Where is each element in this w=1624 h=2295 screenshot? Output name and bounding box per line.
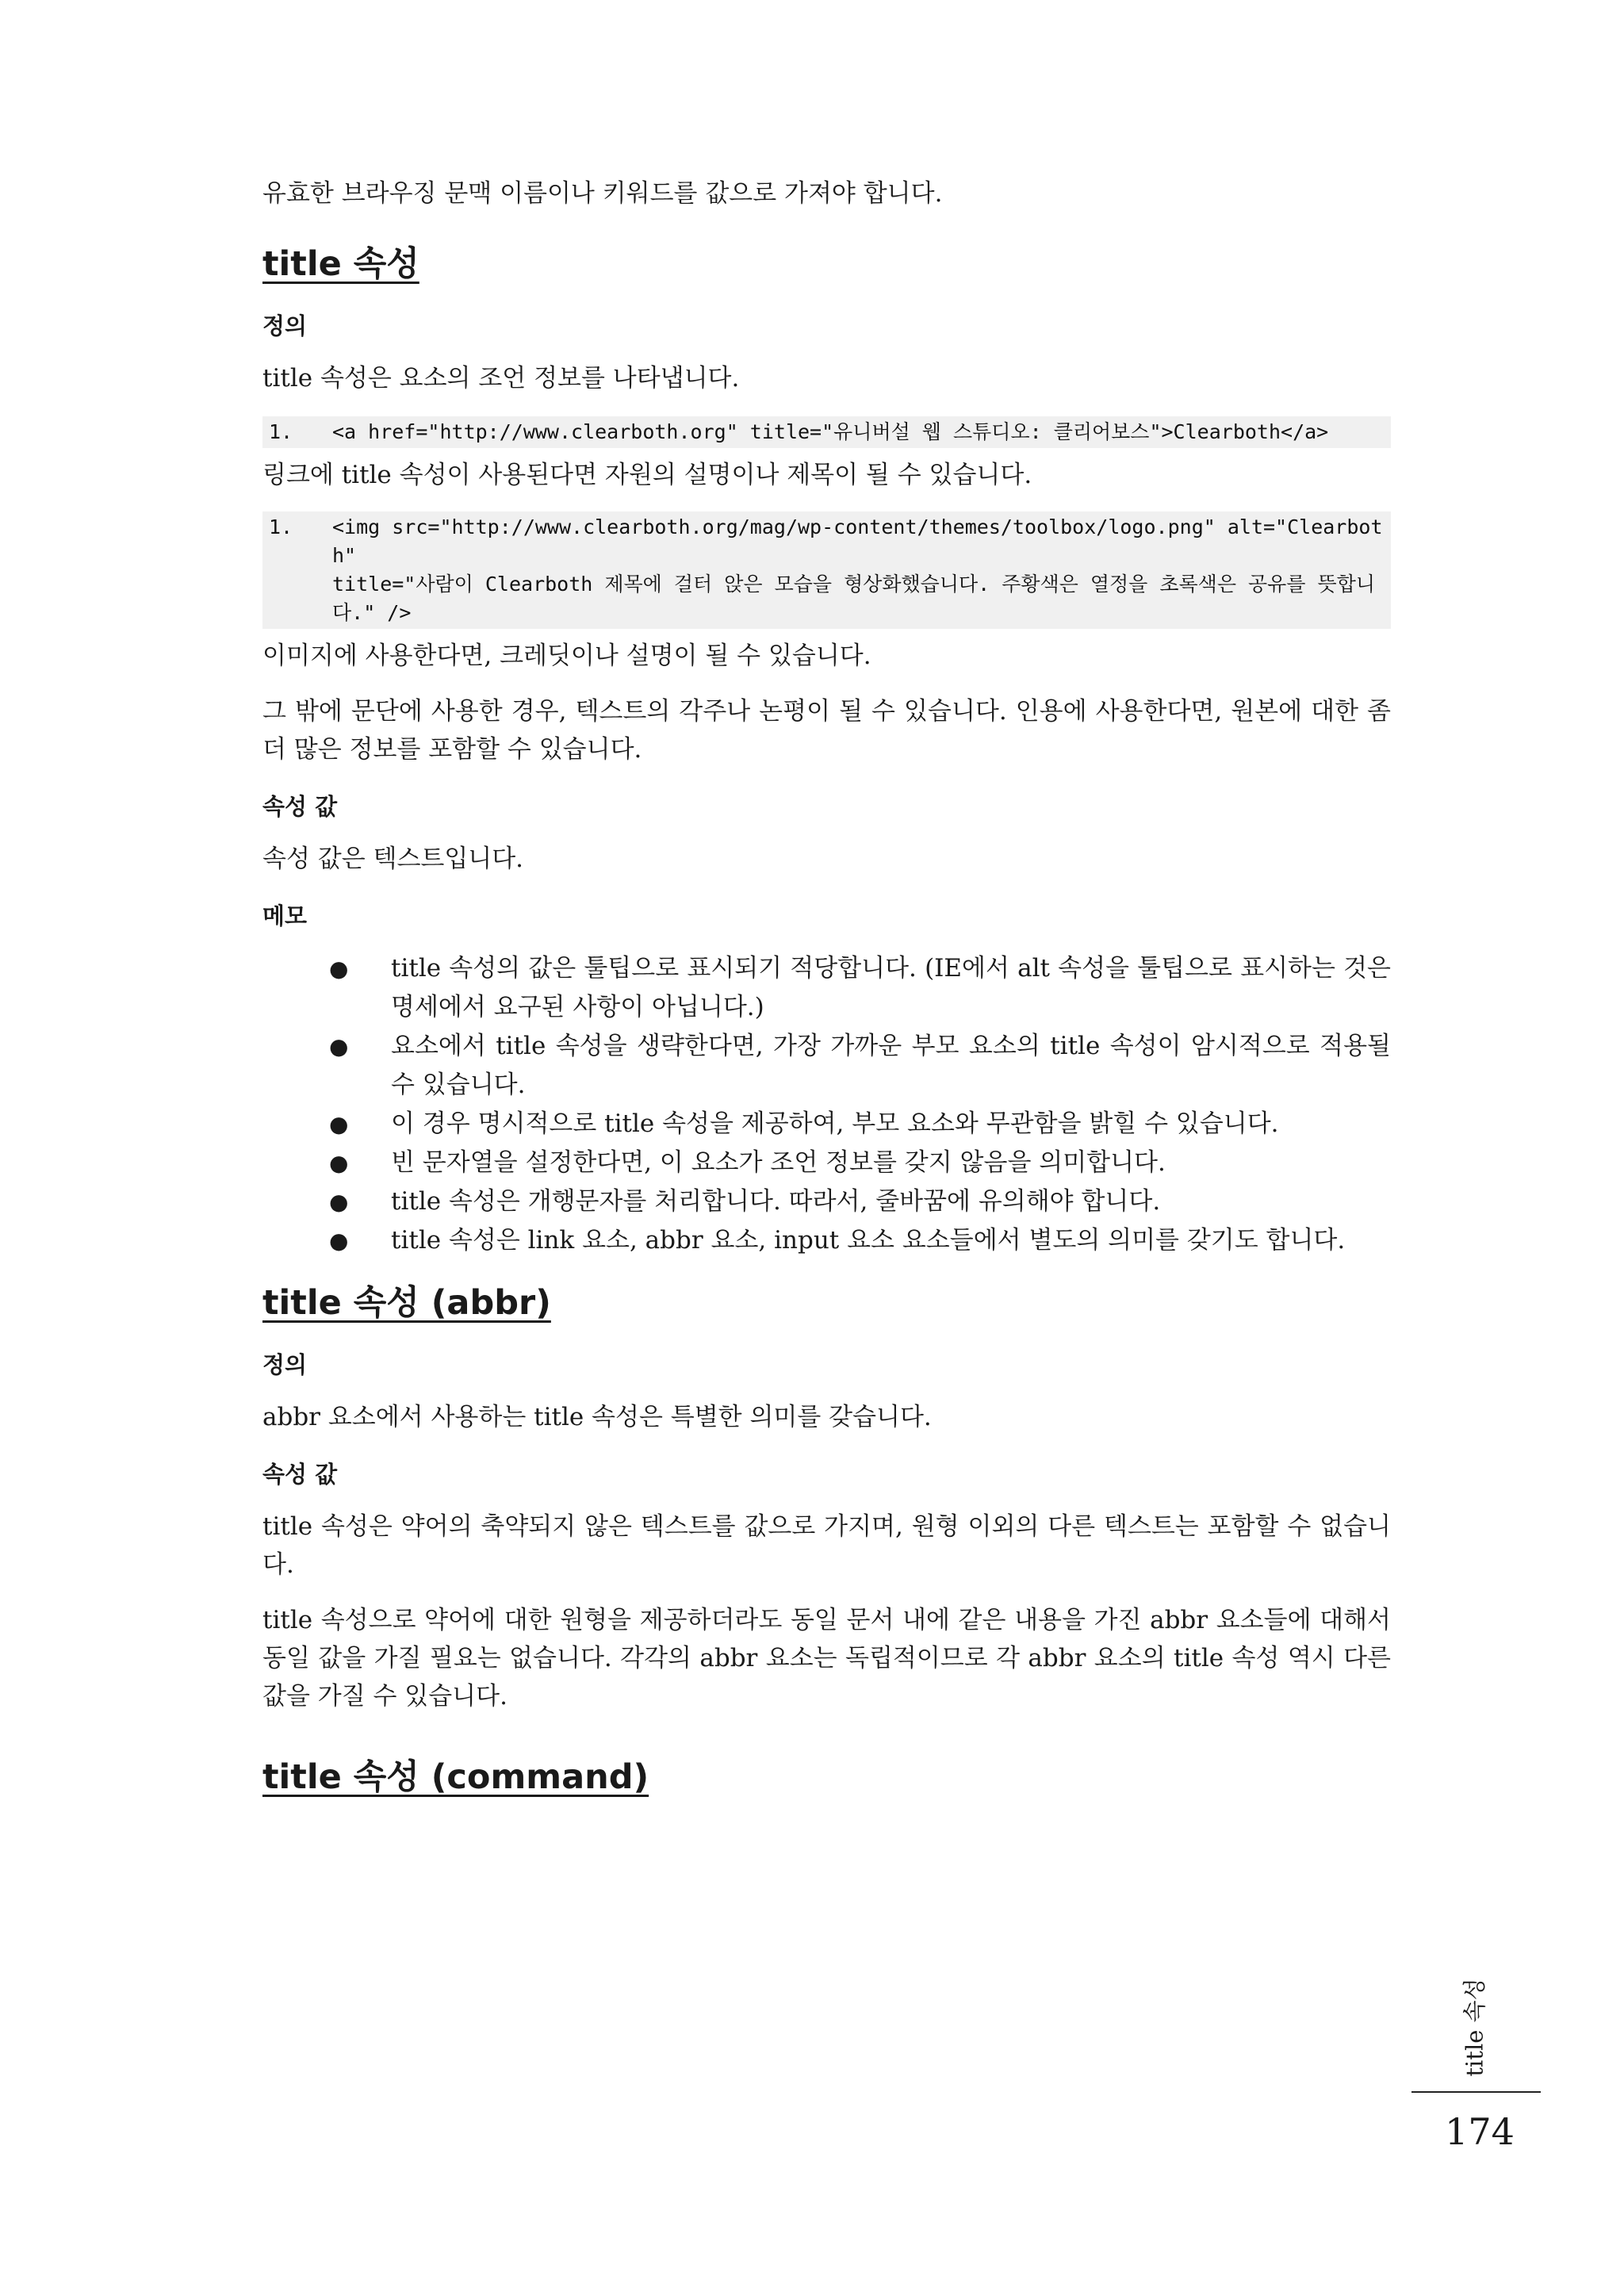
value-label: 속성 값: [262, 793, 338, 820]
list-item-text: 이 경우 명시적으로 title 속성을 제공하여, 부모 요소와 무관함을 밝힐 수 있습니다.: [391, 1109, 1279, 1138]
bullet-icon: ●: [329, 1033, 349, 1059]
code-line-number: 1.: [269, 515, 293, 538]
code-line-number: 1.: [269, 420, 293, 443]
footer-divider: [1411, 2091, 1541, 2093]
list-item: [262, 1027, 1391, 1105]
page-content: [262, 174, 1391, 1799]
list-item-text: title 속성의 값은 툴팁으로 표시되기 적당합니다. (IE에서 alt 속성을 툴팁으로 표시하는 것은 명세에서 요구된 사항이 아닙니다.): [391, 954, 1391, 1021]
value-label: 속성 값: [262, 1461, 338, 1488]
definition-label: 정의: [262, 1351, 308, 1378]
bullet-icon: ●: [329, 1111, 349, 1137]
code-text: <img src="http://www.clearboth.org/mag/wp-content/themes/toolbox/logo.png" alt="Clearboth" title="사람이 Clearboth 제목에 걸터 앉은 모습을 형상화했습니다. 주황색은 열정을 초록색은 공유를 뜻합니다." />: [332, 515, 1383, 624]
list-item-text: 요소에서 title 속성을 생략한다면, 가장 가까운 부모 요소의 title 속성이 암시적으로 적용될 수 있습니다.: [391, 1032, 1391, 1099]
section-heading-title-command: title 속성 (command): [262, 1757, 649, 1797]
paragraph-other-usage: 그 밖에 문단에 사용한 경우, 텍스트의 각주나 논평이 될 수 있습니다. 인용에 사용한다면, 원본에 대한 좀 더 많은 정보를 포함할 수 있습니다.: [262, 697, 1391, 764]
definition-label: 정의: [262, 312, 308, 339]
list-item: [262, 949, 1391, 1027]
list-item-text: 빈 문자열을 설정한다면, 이 요소가 조언 정보를 갖지 않음을 의미합니다.: [391, 1148, 1166, 1177]
section-heading-title: title 속성: [262, 244, 419, 284]
list-item: [262, 1105, 1391, 1144]
value-text: title 속성은 약어의 축약되지 않은 텍스트를 값으로 가지며, 원형 이외의 다른 텍스트는 포함할 수 없습니다.: [262, 1512, 1391, 1579]
list-item: [262, 1221, 1391, 1260]
side-tab: [1448, 1965, 1499, 2089]
paragraph-link-usage: 링크에 title 속성이 사용된다면 자원의 설명이나 제목이 될 수 있습니다.: [262, 461, 1032, 489]
value-text: 속성 값은 텍스트입니다.: [262, 845, 524, 873]
side-tab-label: title 속성: [1461, 1977, 1488, 2077]
code-block-img: [262, 511, 1391, 629]
paragraph-image-usage: 이미지에 사용한다면, 크레딧이나 설명이 될 수 있습니다.: [262, 642, 871, 670]
page-number: 174: [1445, 2110, 1515, 2153]
memo-list: [262, 949, 1391, 1260]
memo-label: 메모: [262, 902, 308, 929]
value-text-detail: title 속성으로 약어에 대한 원형을 제공하더라도 동일 문서 내에 같은 내용을 가진 abbr 요소들에 대해서 동일 값을 가질 필요는 없습니다. 각각의 abbr 요소는 독립적이므로 각 abbr 요소의 title 속성 역시 다른 값을 가질 수 있습니다.: [262, 1606, 1391, 1711]
code-block-anchor: [262, 416, 1391, 448]
bullet-icon: ●: [329, 1228, 349, 1254]
intro-paragraph: 유효한 브라우징 문맥 이름이나 키워드를 값으로 가져야 합니다.: [262, 179, 943, 208]
list-item-text: title 속성은 개행문자를 처리합니다. 따라서, 줄바꿈에 유의해야 합니다.: [391, 1187, 1161, 1216]
bullet-icon: ●: [329, 1189, 349, 1215]
section-heading-title-abbr: title 속성 (abbr): [262, 1283, 551, 1323]
list-item: [262, 1182, 1391, 1221]
list-item: [262, 1144, 1391, 1182]
code-text: <a href="http://www.clearboth.org" title="유니버설 웹 스튜디오: 클리어보스">Clearboth</a>: [332, 420, 1329, 443]
definition-text: abbr 요소에서 사용하는 title 속성은 특별한 의미를 갖습니다.: [262, 1403, 932, 1431]
list-item-text: title 속성은 link 요소, abbr 요소, input 요소 요소들에서 별도의 의미를 갖기도 합니다.: [391, 1226, 1346, 1255]
bullet-icon: ●: [329, 1150, 349, 1176]
bullet-icon: ●: [329, 956, 349, 982]
definition-text: title 속성은 요소의 조언 정보를 나타냅니다.: [262, 364, 740, 393]
